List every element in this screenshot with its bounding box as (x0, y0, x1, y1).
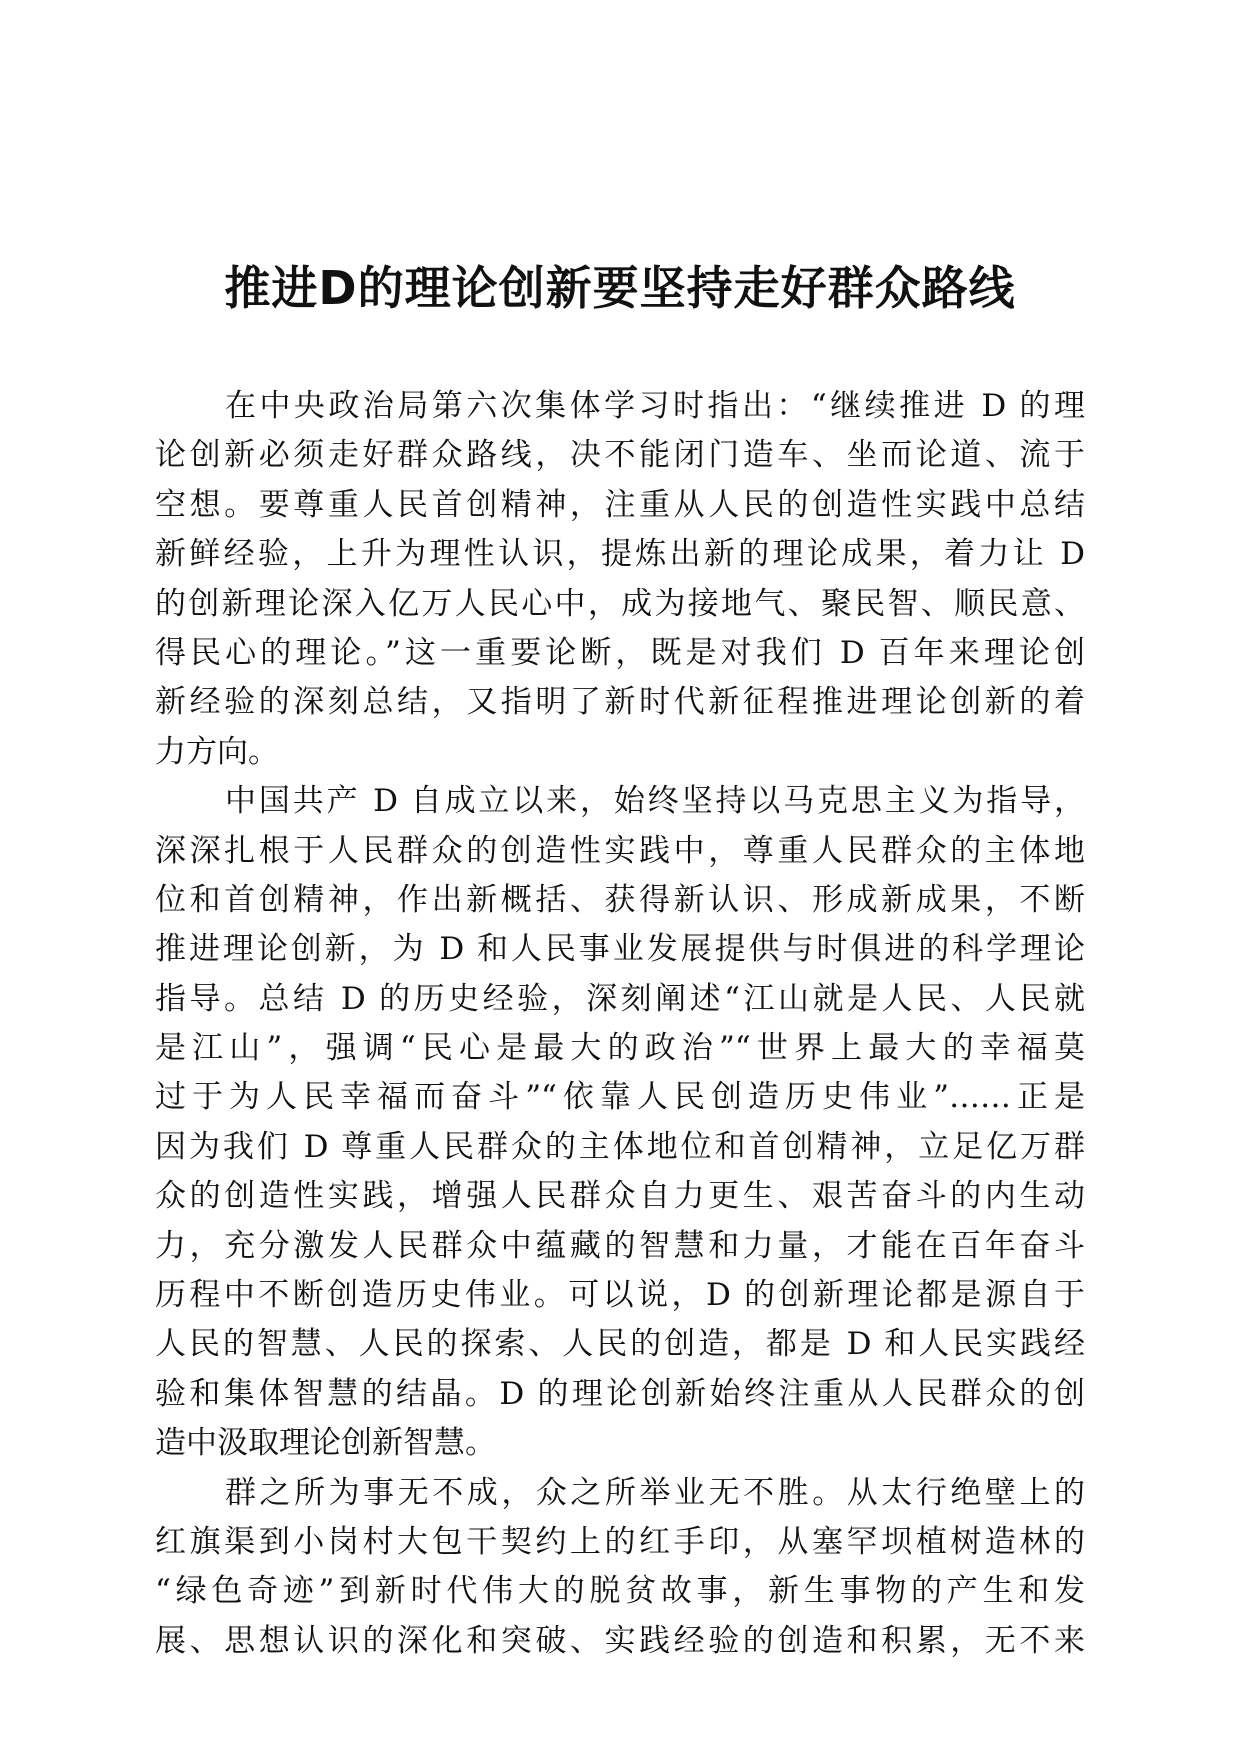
text-line: 力，充分激发人民群众中蕴藏的智慧和力量，才能在百年奋斗 (155, 1227, 1085, 1264)
text-line: 历程中不断创造历史伟业。可以说，D 的创新理论都是源自于 (155, 1277, 1085, 1314)
text-line: 展、思想认识的深化和突破、实践经验的创造和积累，无不来 (155, 1622, 1085, 1659)
text-line: 空想。要尊重人民首创精神，注重从人民的创造性实践中总结 (155, 486, 1085, 523)
paragraph-2 (155, 777, 1085, 1468)
paragraph-1 (155, 382, 1085, 777)
text-line: 得民心的理论。”这一重要论断，既是对我们 D 百年来理论创 (155, 634, 1085, 671)
text-line: 造中汲取理论创新智慧。 (155, 1425, 496, 1462)
text-line: 因为我们 D 尊重人民群众的主体地位和首创精神，立足亿万群 (155, 1128, 1085, 1165)
document-body (155, 382, 1085, 1666)
text-line: 力方向。 (155, 733, 279, 770)
text-line: 中国共产 D 自成立以来，始终坚持以马克思主义为指导， (225, 783, 1085, 820)
document-title: 推进D的理论创新要坚持走好群众路线 (224, 261, 1016, 315)
text-line: 人民的智慧、人民的探索、人民的创造，都是 D 和人民实践经 (155, 1326, 1085, 1363)
text-line: 新经验的深刻总结，又指明了新时代新征程推进理论创新的着 (155, 684, 1085, 721)
text-line: 新鲜经验，上升为理性认识，提炼出新的理论成果，着力让 D (155, 536, 1085, 573)
text-line: 位和首创精神，作出新概括、获得新认识、形成新成果，不断 (155, 881, 1085, 918)
paragraph-3 (155, 1469, 1085, 1667)
text-line: 的创新理论深入亿万人民心中，成为接地气、聚民智、顺民意、 (155, 585, 1085, 622)
text-line: 众的创造性实践，增强人民群众自力更生、艰苦奋斗的内生动 (155, 1178, 1085, 1215)
text-line: 论创新必须走好群众路线，决不能闭门造车、坐而论道、流于 (155, 437, 1085, 474)
text-line: 验和集体智慧的结晶。D 的理论创新始终注重从人民群众的创 (155, 1375, 1085, 1412)
text-line: 过于为人民幸福而奋斗”“依靠人民创造历史伟业”……正是 (155, 1079, 1085, 1116)
text-line: 红旗渠到小岗村大包干契约上的红手印，从塞罕坝植树造林的 (155, 1523, 1085, 1560)
text-line: 深深扎根于人民群众的创造性实践中，尊重人民群众的主体地 (155, 832, 1085, 869)
text-line: 推进理论创新，为 D 和人民事业发展提供与时俱进的科学理论 (155, 931, 1085, 968)
text-line: 指导。总结 D 的历史经验，深刻阐述“江山就是人民、人民就 (155, 980, 1085, 1017)
text-line: 在中央政治局第六次集体学习时指出：“继续推进 D 的理 (225, 388, 1085, 424)
text-line: “绿色奇迹”到新时代伟大的脱贫故事，新生事物的产生和发 (155, 1573, 1085, 1610)
text-line: 群之所为事无不成，众之所举业无不胜。从太行绝壁上的 (225, 1474, 1085, 1511)
text-line: 是江山”，强调“民心是最大的政治”“世界上最大的幸福莫 (155, 1030, 1085, 1067)
